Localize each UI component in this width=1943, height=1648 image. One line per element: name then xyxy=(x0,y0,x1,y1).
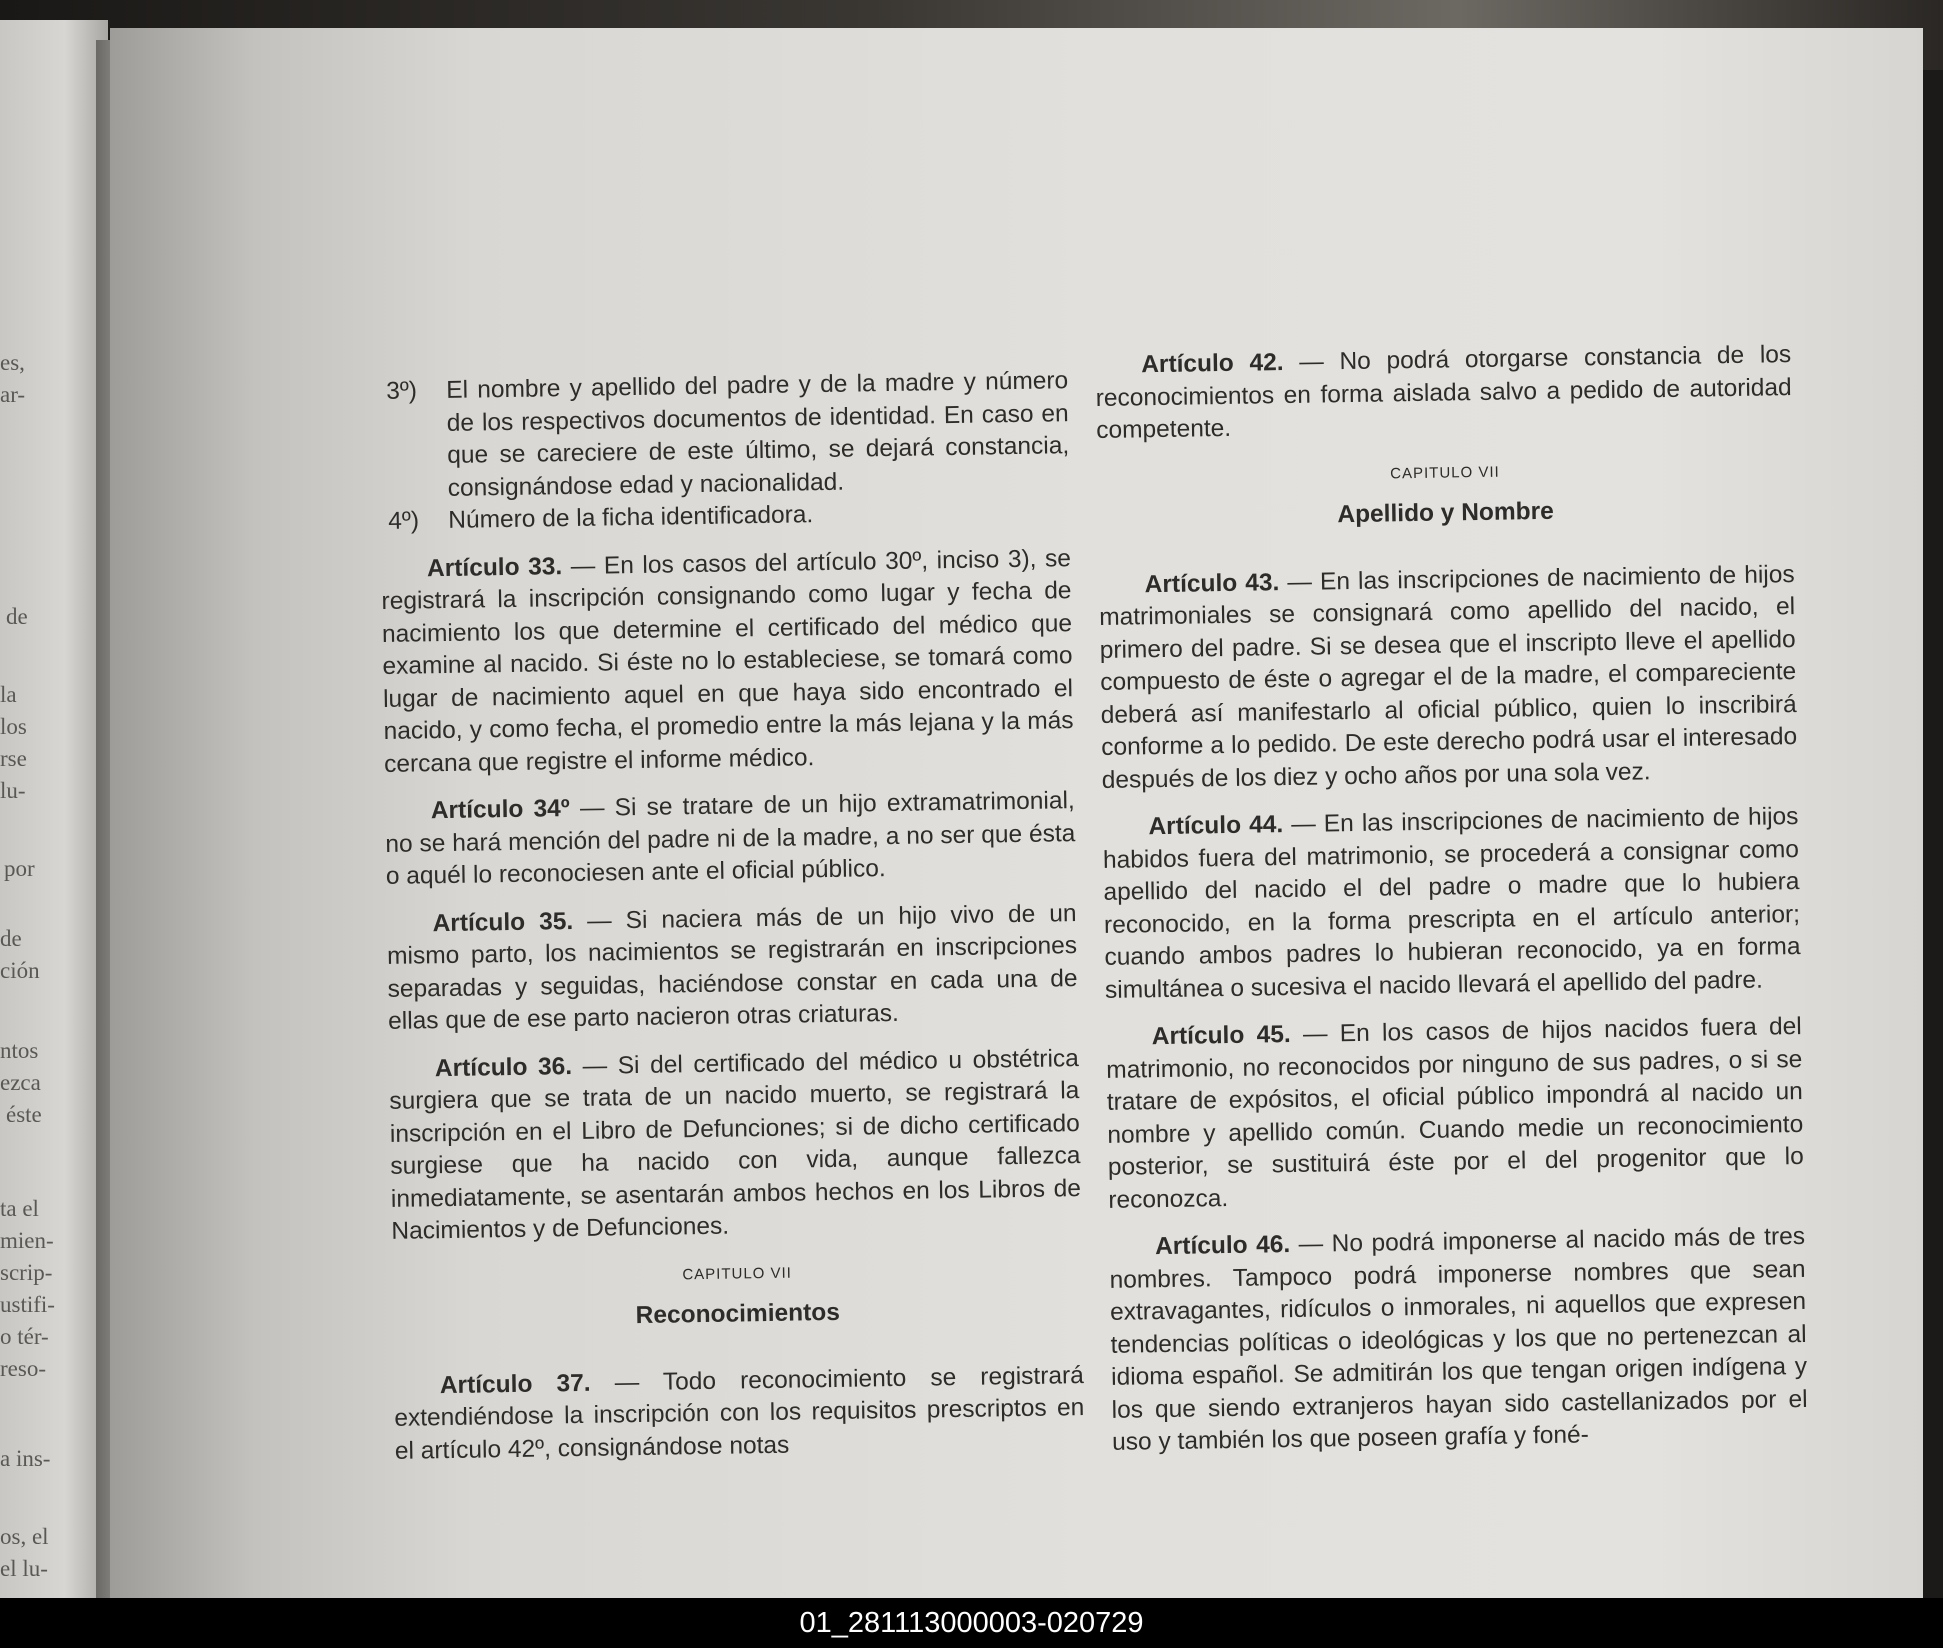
article-33 xyxy=(381,543,1074,781)
article-title: Artículo 34º xyxy=(430,795,570,825)
article-text: — Si naciera más de un hijo vivo de un mismo parto, los nacimientos se registrarán en inscripciones separadas y seguidas, haciéndose constar en cada una de ellas que de ese parto nacieron otras criaturas. xyxy=(386,899,1078,1035)
article-42 xyxy=(1095,339,1792,447)
left-page-fragment: ntos xyxy=(0,1038,39,1063)
left-page-fragment: ustifi- xyxy=(0,1292,55,1317)
left-text-column xyxy=(378,365,1085,1483)
article-title: Artículo 35. xyxy=(432,907,574,937)
left-page-fragment: éste xyxy=(6,1102,42,1127)
chapter-title: Reconocimientos xyxy=(635,1298,841,1330)
article-text: — En las inscripciones de nacimiento de hijos habidos fuera del matrimonio, se procederá a consignar como apellido del nacido el del padre o madre que lo hubiera reconocido, en la forma prescripta en el artículo anterior; cuando ambos padres lo hubieran reconocido, ya en forma simultánea o sucesiva el nacido llevará el apellido del padre. xyxy=(1102,803,1801,1004)
book-page xyxy=(110,28,1923,1598)
article-title: Artículo 33. xyxy=(426,552,563,582)
left-page-fragment: ezca xyxy=(0,1070,41,1095)
chapter-label: CAPITULO VII xyxy=(682,1264,793,1283)
article-text: — Si del certificado del médico u obstétrica surgiera que se trata de un nacido muerto, se registrará la inscripción en el Libro de Defunciones; si de dicho certificado surgiese que ha nacido con vida, aunque fallezca inmediatamente, se asentarán ambos hechos en los Libros de Nacimientos y de Defunciones. xyxy=(389,1044,1082,1245)
article-text: — En los casos del artículo 30º, inciso 3), se registrará la inscripción consignando como lugar y fecha de nacimiento los que determine el certificado del médico que examine al nacido. Si éste no lo estableciese, se tomará como lugar de nacimiento aquel en que haya sido encontrado el nacido, y como fecha, el promedio entre la más lejana y la más cercana que registre el informe médico. xyxy=(381,544,1074,778)
article-35 xyxy=(386,898,1078,1039)
left-page-fragment: la xyxy=(0,682,17,707)
image-caption: 01_281113000003-020729 xyxy=(0,1598,1943,1648)
left-page-fragment: de xyxy=(0,926,22,951)
article-title: Artículo 44. xyxy=(1148,811,1284,841)
article-45 xyxy=(1106,1011,1805,1217)
article-text: — En los casos de hijos nacidos fuera del matrimonio, no reconocidos por ninguno de sus padres, o si se tratare de expósitos, el oficial público impondrá al nacido un nombre y apellido común. Cuando medie un reconocimiento posterior, se sustituirá éste por el del progenitor que lo reconozca. xyxy=(1106,1012,1804,1214)
left-page-fragment: ar- xyxy=(0,382,26,407)
left-page-fragment: scrip- xyxy=(0,1260,53,1285)
list-item-text: El nombre y apellido del padre y de la madre y número de los respectivos documentos de identidad. En caso en que se careciere de este último, se dejará constancia, consignándose edad y nacionalidad. xyxy=(446,367,1070,502)
left-page-fragment: reso- xyxy=(0,1356,46,1381)
list-item xyxy=(378,365,1070,506)
list-item-number: 3º) xyxy=(386,377,418,405)
article-text: — Si se tratare de un hijo extramatrimonial, no se hará mención del padre ni de la madre, a no ser que ésta o aquél lo reconociesen ante el oficial público. xyxy=(385,787,1076,890)
article-46 xyxy=(1109,1221,1808,1459)
article-44 xyxy=(1102,801,1801,1007)
left-page-fragment: a ins- xyxy=(0,1446,51,1471)
right-text-column xyxy=(1095,339,1809,1474)
left-page-edge xyxy=(0,20,108,1598)
list-item-text: Número de la ficha identificadora. xyxy=(448,501,814,534)
left-page-fragment: por xyxy=(4,856,35,881)
article-text: — No podrá imponerse al nacido más de tres nombres. Tampoco podrá imponerse nombres que sean extravagantes, ridículos o inmorales, ni aquellos que expresen tendencias políticas o ideológicas y los que no pertenezcan al idioma español. Se admitirán los que tengan origen indígena y los que siendo extranjeros hayan sido castellanizados por el uso y también los que poseen grafía y foné- xyxy=(1109,1222,1808,1456)
left-page-fragment: es, xyxy=(0,350,25,375)
article-37 xyxy=(394,1360,1085,1468)
left-page-fragment: los xyxy=(0,714,27,739)
article-title: Artículo 37. xyxy=(439,1369,591,1399)
article-text: — Todo reconocimiento se registrará extendiéndose la inscripción con los requisitos prescriptos en el artículo 42º, consignándose notas xyxy=(394,1361,1085,1465)
chapter-label: CAPITULO VII xyxy=(1390,463,1500,482)
article-title: Artículo 46. xyxy=(1154,1231,1291,1261)
article-title: Artículo 45. xyxy=(1151,1021,1291,1051)
left-page-fragment: o tér- xyxy=(0,1324,49,1349)
article-text: — No podrá otorgarse constancia de los reconocimientos en forma aislada salvo a pedido de autoridad competente. xyxy=(1095,341,1792,444)
left-page-fragment: mien- xyxy=(0,1228,54,1253)
left-page-fragment: rse xyxy=(0,746,27,771)
article-36 xyxy=(389,1043,1082,1249)
article-34 xyxy=(385,785,1076,893)
article-title: Artículo 42. xyxy=(1141,349,1284,379)
article-title: Artículo 43. xyxy=(1144,568,1280,598)
left-page-fragment: de xyxy=(6,604,28,629)
left-page-fragment: el lu- xyxy=(0,1556,48,1581)
left-page-fragment: ción xyxy=(0,958,40,983)
article-43 xyxy=(1098,559,1797,797)
chapter-title: Apellido y Nombre xyxy=(1337,497,1555,529)
left-page-fragment: lu- xyxy=(0,778,26,803)
left-page-fragment: os, el xyxy=(0,1524,49,1549)
left-page-fragment: ta el xyxy=(0,1196,39,1221)
list-item-number: 4º) xyxy=(388,507,420,535)
article-title: Artículo 36. xyxy=(434,1052,573,1082)
article-text: — En las inscripciones de nacimiento de hijos matrimoniales se consignará como apellido del nacido, el primero del padre. Si se desea que el inscripto lleve el apellido compuesto de éste o agregar el de la madre, el compareciente deberá así manifestarlo al oficial público, quien lo inscribirá conforme a lo pedido. De este derecho podrá usar el interesado después de los diez y ocho años por una sola vez. xyxy=(1098,560,1798,794)
